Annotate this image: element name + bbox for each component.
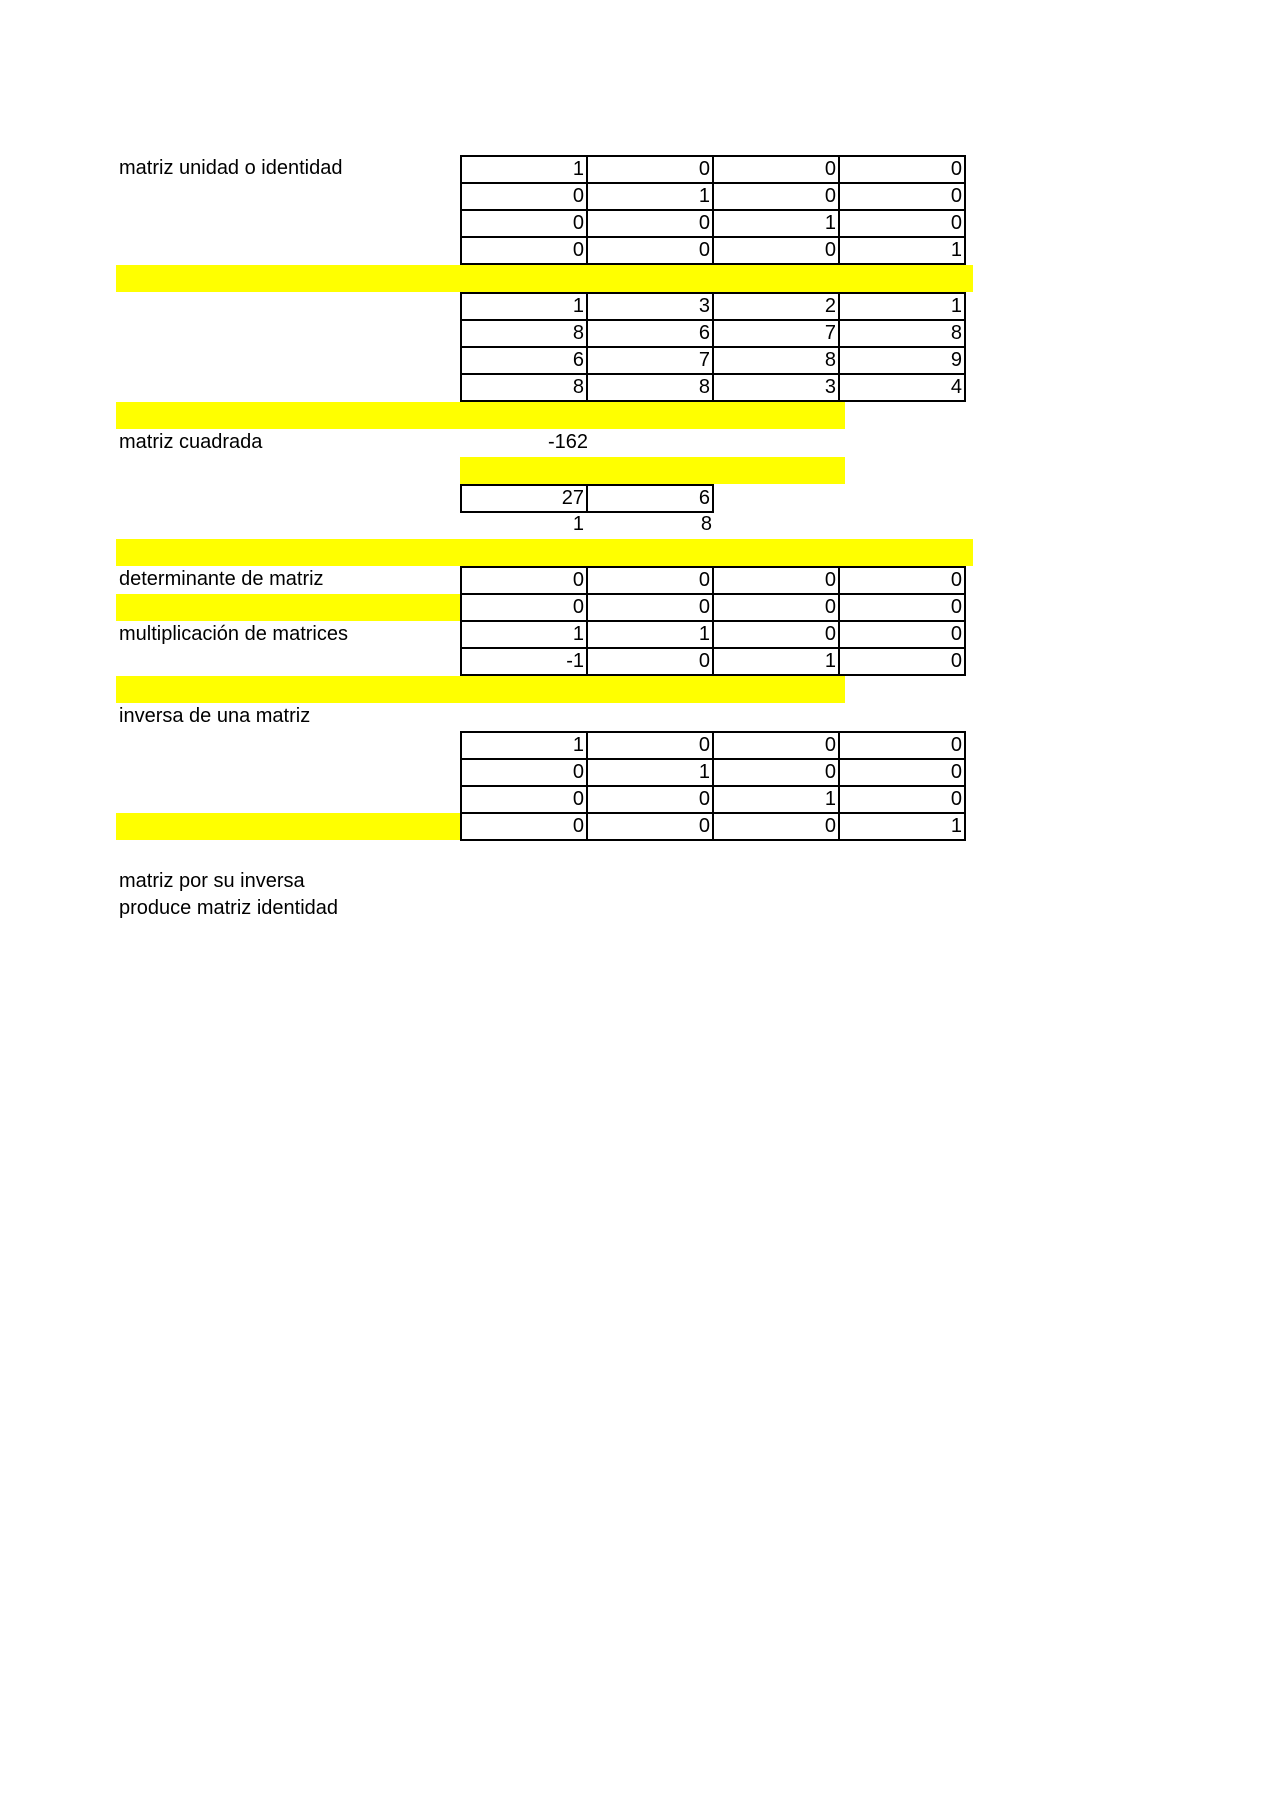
cell[interactable]: 0 [839,648,965,675]
label-identity: matriz unidad o identidad [119,157,343,179]
table-row [461,183,965,210]
table-row [461,621,965,648]
cell[interactable]: 1 [713,210,839,237]
product-matrix [460,566,966,676]
cell[interactable]: 0 [587,594,713,621]
square-matrix [460,292,966,402]
cell[interactable]: 0 [461,210,587,237]
cell[interactable]: 0 [713,237,839,264]
cell[interactable]: 27 [461,485,587,512]
cell[interactable]: 0 [461,237,587,264]
cell[interactable]: 0 [713,732,839,759]
table-row [461,567,965,594]
cell[interactable]: 3 [587,293,713,320]
cell[interactable]: 1 [713,786,839,813]
cell[interactable]: 1 [572,513,584,535]
cell[interactable]: 1 [839,237,965,264]
highlight-band [116,813,460,840]
table-row [461,210,965,237]
cell[interactable]: 0 [713,183,839,210]
table-row [461,347,965,374]
cell[interactable]: 1 [839,813,965,840]
cell[interactable]: 0 [713,813,839,840]
cell[interactable]: 7 [713,320,839,347]
determinant-value[interactable]: -162 [547,431,588,453]
note-line-2: produce matriz identidad [119,897,339,919]
cell[interactable]: 0 [587,648,713,675]
cell[interactable]: 9 [839,347,965,374]
cell[interactable]: 0 [587,732,713,759]
cell[interactable]: 3 [713,374,839,401]
table-row [460,511,716,538]
cell[interactable]: 0 [839,594,965,621]
cell[interactable]: 0 [713,567,839,594]
table-row [461,813,965,840]
cell[interactable]: 0 [839,786,965,813]
cell[interactable]: 6 [587,485,713,512]
cell[interactable]: 0 [587,567,713,594]
cell[interactable]: -1 [461,648,587,675]
label-inverse: inversa de una matriz [119,705,311,727]
highlight-band [116,265,973,292]
cell[interactable]: 0 [839,210,965,237]
cell[interactable]: 0 [461,786,587,813]
label-multiplication: multiplicación de matrices [119,623,348,645]
table-row [461,237,965,264]
cell[interactable]: 8 [461,320,587,347]
cell[interactable]: 0 [839,621,965,648]
table-row [461,156,965,183]
cell[interactable]: 1 [587,759,713,786]
cell[interactable]: 0 [713,759,839,786]
cell[interactable]: 0 [587,156,713,183]
cell[interactable]: 0 [587,786,713,813]
highlight-band [116,676,845,703]
cell[interactable]: 0 [587,210,713,237]
cell[interactable]: 6 [461,347,587,374]
label-square: matriz cuadrada [119,431,263,453]
cell[interactable]: 1 [461,621,587,648]
highlight-band [460,457,845,484]
cell[interactable]: 0 [587,237,713,264]
cell[interactable]: 0 [839,567,965,594]
cell[interactable]: 6 [587,320,713,347]
cell[interactable]: 0 [839,732,965,759]
cell[interactable]: 0 [461,594,587,621]
cell[interactable]: 0 [461,759,587,786]
highlight-band [116,402,845,429]
table-row [461,786,965,813]
cell[interactable]: 4 [839,374,965,401]
cell[interactable]: 1 [587,183,713,210]
cell[interactable]: 1 [461,732,587,759]
cell[interactable]: 0 [713,156,839,183]
cell[interactable]: 0 [461,567,587,594]
note-line-1: matriz por su inversa [119,870,305,892]
cell[interactable]: 8 [839,320,965,347]
inverse-product-matrix [460,731,966,841]
cell[interactable]: 8 [587,374,713,401]
table-row [461,648,965,675]
cell[interactable]: 8 [461,374,587,401]
cell[interactable]: 0 [839,183,965,210]
cell[interactable]: 0 [461,183,587,210]
cell[interactable]: 1 [713,648,839,675]
cell[interactable]: 7 [587,347,713,374]
table-row [461,320,965,347]
cell[interactable]: 0 [839,156,965,183]
label-determinant: determinante de matriz [119,568,324,590]
cell[interactable]: 0 [587,813,713,840]
cell[interactable]: 0 [713,594,839,621]
small-matrix-row2 [460,511,716,538]
highlight-band [116,594,460,621]
table-row [461,293,965,320]
cell[interactable]: 8 [700,513,712,535]
cell[interactable]: 1 [839,293,965,320]
small-matrix-row1 [460,484,714,513]
cell[interactable]: 0 [461,813,587,840]
table-row [461,485,713,512]
cell[interactable]: 8 [713,347,839,374]
cell[interactable]: 0 [839,759,965,786]
cell[interactable]: 1 [587,621,713,648]
identity-matrix [460,155,966,265]
table-row [461,374,965,401]
cell[interactable]: 0 [713,621,839,648]
table-row [461,759,965,786]
table-row [461,732,965,759]
highlight-band [116,539,973,566]
table-row [461,594,965,621]
cell[interactable]: 1 [461,293,587,320]
cell[interactable]: 1 [461,156,587,183]
cell[interactable]: 2 [713,293,839,320]
